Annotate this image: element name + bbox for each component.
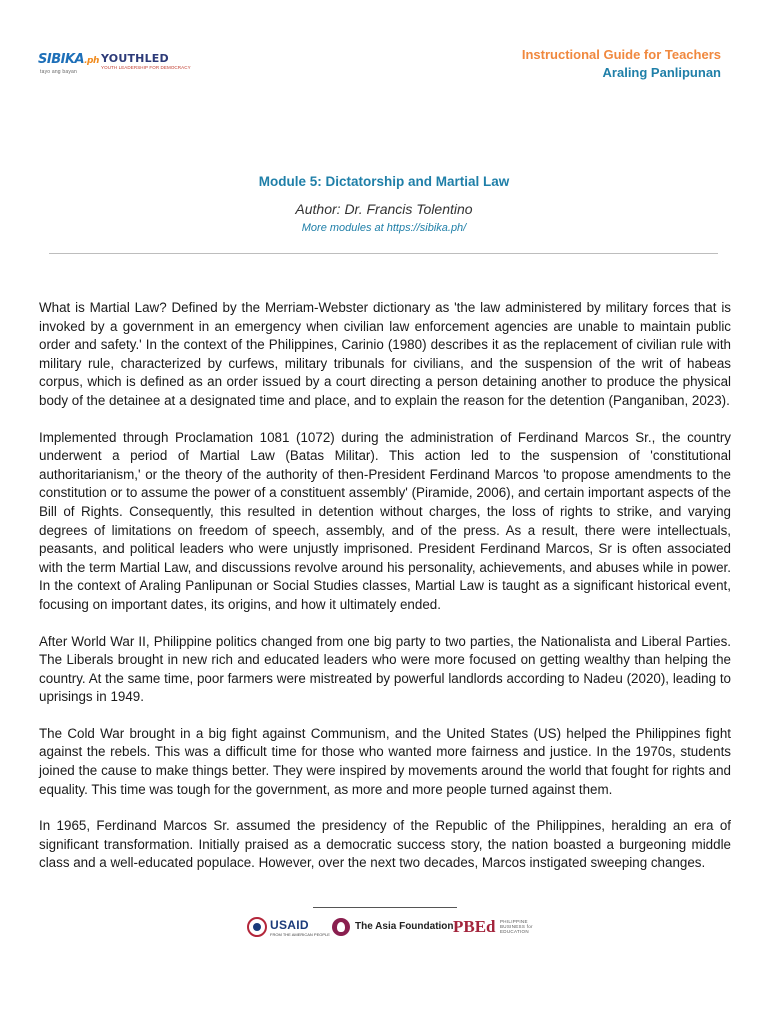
- usaid-seal-icon: [247, 917, 267, 937]
- sibika-logo[interactable]: [38, 52, 99, 78]
- asia-foundation-logo: [332, 918, 454, 940]
- sibika-logo-wordmark: SIBIKA.ph: [38, 52, 99, 67]
- usaid-logo: [247, 917, 330, 941]
- body-paragraph: In 1965, Ferdinand Marcos Sr. assumed the presidency of the Republic of the Philippines, heralding an era of significant transformation. Initially praised as a democratic success story, the nation boasted a burgeoning middle class and a well-educated populace. However, over the next two decades, Marcos instigated sweeping changes.: [39, 818, 731, 871]
- youthled-logo-tagline: YOUTH LEADERSHIP FOR DEMOCRACY: [101, 65, 191, 70]
- asia-foundation-mark-icon: [332, 918, 350, 936]
- body-paragraph: The Cold War brought in a big fight against Communism, and the United States (US) helped the Philippines fight against the rebels. This was a difficult time for those who wanted more fairness and justice. In the 1970s, students joined the cause to make things better. They were inspired by movements around the world that fought for rights and equality. This time was tough for the government, as more and more people turned against them.: [39, 725, 731, 797]
- module-title: Module 5: Dictatorship and Martial Law: [258, 174, 510, 189]
- body-paragraph: Implemented through Proclamation 1081 (1072) during the administration of Ferdinand Marcos Sr., the country underwent a period of Martial Law (Batas Militar). This action led to the suspension of 'constitutional authoritarianism,' or the theory of the authority of then-President Ferdinand Marcos 'to propose amendments to the constitution or to assume the power of a constituent assembly' (Piramide, 2006), and certain important aspects of the Bill of Rights. Consequently, this resulted in detention without charges, the loss of rights to strike, and varying degrees of limitations on freedom of speech, assembly, and of the press. As a result, there were intellectuals, peasants, and political leaders who were unjustly imprisoned. President Ferdinand Marcos, Sr is often associated with the term Martial Law, and discussions revolve around his personality, achievements, and abuses while in power. In the context of Araling Panlipunan or Social Studies classes, Martial Law is taught as a significant historical event, focusing on important dates, its origins, and how it ultimately ended.: [39, 429, 731, 612]
- youthled-logo-wordmark: YOUTHLED: [101, 52, 169, 65]
- youthled-logo[interactable]: [101, 52, 191, 74]
- asia-foundation-wordmark: The Asia Foundation: [355, 921, 454, 932]
- sibika-logo-tagline: tayo ang bayan: [40, 69, 77, 75]
- author-line: Author: Dr. Francis Tolentino: [295, 201, 473, 217]
- more-modules-link[interactable]: More modules at https://sibika.ph/: [301, 222, 467, 234]
- usaid-wordmark: USAID: [270, 918, 309, 932]
- guide-subject: Araling Panlipunan: [602, 65, 721, 80]
- document-body: [39, 299, 731, 891]
- body-paragraph: After World War II, Philippine politics changed from one big party to two parties, the Nationalista and Liberal Parties. The Liberals brought in new rich and educated leaders who were more focused on getting wealthy than helping the country. At the same time, poor farmers were mistreated by powerful landlords according to Nadeu (2020), leading to uprisings in 1949.: [39, 633, 731, 705]
- title-divider: [49, 253, 718, 254]
- usaid-tagline: FROM THE AMERICAN PEOPLE: [270, 932, 330, 937]
- page-header: [0, 0, 768, 100]
- partner-logos: [247, 915, 547, 943]
- footer-divider: [313, 907, 457, 908]
- pbed-logo: [453, 917, 543, 941]
- body-paragraph: What is Martial Law? Defined by the Merriam-Webster dictionary as 'the law administered by military forces that is invoked by a government in an emergency when civilian law enforcement agencies are unable to maintain public order and safety.' In the context of the Philippines, Carinio (1980) describes it as the replacement of civilian rule with military rule, characterized by curfews, military tribunals for civilians, and the suspension of the writ of habeas corpus, which is defined as an order issued by a court directing a person detaining another to produce the physical body of the detainee at a designated time and place, and to explain the reason for the detention (Panganiban, 2023).: [39, 300, 731, 408]
- guide-title: Instructional Guide for Teachers: [521, 47, 721, 62]
- pbed-wordmark: PBEd: [453, 917, 496, 936]
- pbed-tagline: PHILIPPINE BUSINESS for EDUCATION: [500, 919, 533, 934]
